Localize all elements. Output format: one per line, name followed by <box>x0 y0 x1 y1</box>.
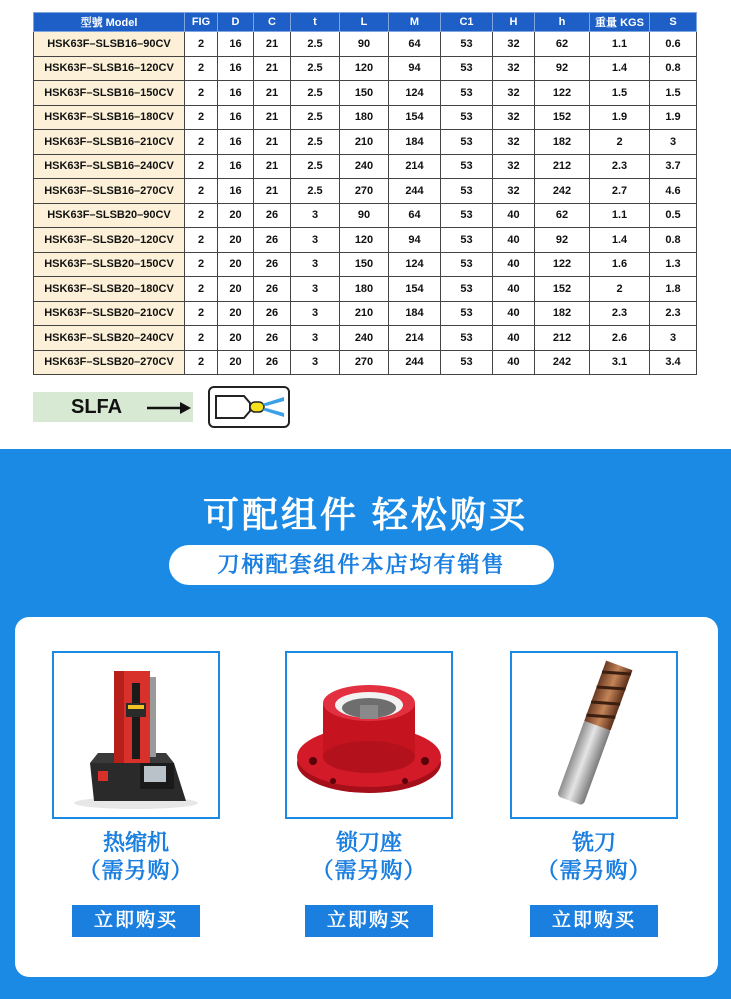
cell-weight: 1.9 <box>590 105 650 130</box>
cell-weight: 2 <box>590 277 650 302</box>
cell-s: 1.5 <box>650 81 697 106</box>
cell-c1: 53 <box>441 179 493 204</box>
cell-s: 0.8 <box>650 228 697 253</box>
cell-h-upper: 32 <box>493 81 535 106</box>
cell-s: 0.8 <box>650 56 697 81</box>
cell-h-upper: 32 <box>493 154 535 179</box>
cell-d: 16 <box>218 56 254 81</box>
cell-model: HSK63F–SLSB16–180CV <box>34 105 185 130</box>
cell-l: 270 <box>340 179 389 204</box>
end-mill-image <box>512 653 676 817</box>
cell-m: 244 <box>389 179 441 204</box>
header-d: D <box>218 13 254 32</box>
cell-t: 3 <box>291 326 340 351</box>
cell-l: 180 <box>340 277 389 302</box>
table-row <box>34 301 697 326</box>
cell-l: 270 <box>340 350 389 375</box>
cell-d: 20 <box>218 252 254 277</box>
table-row <box>34 203 697 228</box>
cell-h-upper: 32 <box>493 130 535 155</box>
cell-model: HSK63F–SLSB16–90CV <box>34 32 185 57</box>
cell-h-upper: 40 <box>493 228 535 253</box>
cell-h-upper: 32 <box>493 56 535 81</box>
cell-c: 26 <box>254 301 291 326</box>
table-header-row <box>34 13 697 32</box>
table-row <box>34 130 697 155</box>
cell-h-lower: 62 <box>535 32 590 57</box>
cell-fig: 2 <box>185 277 218 302</box>
cell-c1: 53 <box>441 154 493 179</box>
cell-c: 21 <box>254 32 291 57</box>
cell-h-lower: 92 <box>535 228 590 253</box>
header-h-lower: h <box>535 13 590 32</box>
cell-s: 3 <box>650 130 697 155</box>
cell-d: 16 <box>218 32 254 57</box>
cell-d: 16 <box>218 179 254 204</box>
cell-fig: 2 <box>185 326 218 351</box>
cell-h-lower: 92 <box>535 56 590 81</box>
cell-h-lower: 242 <box>535 350 590 375</box>
cell-t: 3 <box>291 277 340 302</box>
cell-m: 124 <box>389 81 441 106</box>
cell-model: HSK63F–SLSB16–210CV <box>34 130 185 155</box>
cell-c: 21 <box>254 154 291 179</box>
cell-s: 3.4 <box>650 350 697 375</box>
header-t: t <box>291 13 340 32</box>
header-model: 型號 Model <box>34 13 185 32</box>
slfa-label: SLFA <box>71 396 123 418</box>
cell-s: 1.9 <box>650 105 697 130</box>
cell-h-lower: 182 <box>535 301 590 326</box>
cell-weight: 1.4 <box>590 56 650 81</box>
header-l: L <box>340 13 389 32</box>
table-row <box>34 350 697 375</box>
cell-m: 124 <box>389 252 441 277</box>
accessories-promo-section <box>0 449 731 999</box>
cell-h-upper: 32 <box>493 105 535 130</box>
cell-s: 1.8 <box>650 277 697 302</box>
cell-l: 240 <box>340 154 389 179</box>
header-c: C <box>254 13 291 32</box>
cell-l: 90 <box>340 203 389 228</box>
cell-c: 21 <box>254 179 291 204</box>
cell-d: 16 <box>218 154 254 179</box>
cell-m: 244 <box>389 350 441 375</box>
cell-c: 21 <box>254 130 291 155</box>
cell-d: 20 <box>218 228 254 253</box>
product-name: 热缩机 <box>102 830 169 855</box>
cell-weight: 3.1 <box>590 350 650 375</box>
cell-l: 210 <box>340 130 389 155</box>
cell-m: 64 <box>389 203 441 228</box>
cell-m: 184 <box>389 130 441 155</box>
header-h-upper: H <box>493 13 535 32</box>
table-row <box>34 154 697 179</box>
cell-s: 2.3 <box>650 301 697 326</box>
product-name: 铣刀 <box>571 830 616 855</box>
cell-s: 3.7 <box>650 154 697 179</box>
shrink-fit-machine-image <box>54 653 218 817</box>
table-row <box>34 56 697 81</box>
cell-d: 16 <box>218 81 254 106</box>
cell-l: 150 <box>340 81 389 106</box>
cell-t: 2.5 <box>291 179 340 204</box>
cell-h-lower: 212 <box>535 154 590 179</box>
cell-model: HSK63F–SLSB20–240CV <box>34 326 185 351</box>
cell-fig: 2 <box>185 228 218 253</box>
cell-m: 94 <box>389 56 441 81</box>
cell-t: 2.5 <box>291 105 340 130</box>
cell-fig: 2 <box>185 154 218 179</box>
cell-fig: 2 <box>185 105 218 130</box>
cell-h-lower: 62 <box>535 203 590 228</box>
cell-m: 214 <box>389 326 441 351</box>
spec-table <box>33 12 697 375</box>
header-weight: 重量 KGS <box>590 13 650 32</box>
cell-t: 3 <box>291 301 340 326</box>
cell-t: 2.5 <box>291 32 340 57</box>
table-row <box>34 179 697 204</box>
cell-t: 3 <box>291 203 340 228</box>
cell-model: HSK63F–SLSB16–150CV <box>34 81 185 106</box>
cell-h-upper: 32 <box>493 179 535 204</box>
header-m: M <box>389 13 441 32</box>
cell-c1: 53 <box>441 228 493 253</box>
cell-d: 20 <box>218 277 254 302</box>
cell-fig: 2 <box>185 56 218 81</box>
table-body <box>34 32 697 375</box>
cell-fig: 2 <box>185 350 218 375</box>
tool-locking-seat-image <box>287 653 451 817</box>
cell-c: 21 <box>254 105 291 130</box>
cell-c1: 53 <box>441 301 493 326</box>
cell-fig: 2 <box>185 130 218 155</box>
cell-h-upper: 32 <box>493 32 535 57</box>
cell-m: 94 <box>389 228 441 253</box>
cell-fig: 2 <box>185 252 218 277</box>
cell-c1: 53 <box>441 326 493 351</box>
cell-c1: 53 <box>441 32 493 57</box>
cell-c: 26 <box>254 252 291 277</box>
product-name: 锁刀座 <box>335 830 402 855</box>
cell-c: 26 <box>254 277 291 302</box>
product-card-locking-seat <box>285 651 453 937</box>
cell-weight: 2 <box>590 130 650 155</box>
cell-weight: 2.6 <box>590 326 650 351</box>
cell-c1: 53 <box>441 105 493 130</box>
cell-l: 150 <box>340 252 389 277</box>
cell-c: 21 <box>254 81 291 106</box>
cell-c: 26 <box>254 228 291 253</box>
cell-fig: 2 <box>185 32 218 57</box>
cell-c1: 53 <box>441 203 493 228</box>
table-row <box>34 252 697 277</box>
cell-d: 20 <box>218 301 254 326</box>
cell-c: 21 <box>254 56 291 81</box>
cell-m: 214 <box>389 154 441 179</box>
cell-l: 90 <box>340 32 389 57</box>
cell-weight: 1.5 <box>590 81 650 106</box>
cell-s: 0.5 <box>650 203 697 228</box>
cell-fig: 2 <box>185 301 218 326</box>
cell-d: 20 <box>218 203 254 228</box>
cell-h-upper: 40 <box>493 203 535 228</box>
cell-h-lower: 212 <box>535 326 590 351</box>
cell-t: 2.5 <box>291 154 340 179</box>
cell-model: HSK63F–SLSB20–270CV <box>34 350 185 375</box>
cell-t: 2.5 <box>291 81 340 106</box>
promo-subtitle: 刀柄配套组件本店均有销售 <box>169 545 554 585</box>
header-fig: FIG <box>185 13 218 32</box>
cell-t: 2.5 <box>291 56 340 81</box>
cell-h-lower: 122 <box>535 81 590 106</box>
cell-s: 3 <box>650 326 697 351</box>
cell-fig: 2 <box>185 203 218 228</box>
cell-c1: 53 <box>441 130 493 155</box>
cell-c1: 53 <box>441 81 493 106</box>
table-row <box>34 105 697 130</box>
cell-t: 3 <box>291 228 340 253</box>
cell-h-upper: 40 <box>493 252 535 277</box>
cell-c1: 53 <box>441 350 493 375</box>
cell-d: 20 <box>218 326 254 351</box>
cell-t: 2.5 <box>291 130 340 155</box>
cell-l: 120 <box>340 56 389 81</box>
cell-m: 184 <box>389 301 441 326</box>
cell-model: HSK63F–SLSB20–90CV <box>34 203 185 228</box>
product-note: （需另购） <box>311 858 427 883</box>
cell-s: 1.3 <box>650 252 697 277</box>
cell-model: HSK63F–SLSB16–270CV <box>34 179 185 204</box>
right-arrow-icon <box>146 398 192 418</box>
cell-model: HSK63F–SLSB16–240CV <box>34 154 185 179</box>
buy-now-button[interactable]: 立即购买 <box>305 905 433 937</box>
product-card-end-mill <box>510 651 678 937</box>
cell-s: 0.6 <box>650 32 697 57</box>
cell-h-lower: 242 <box>535 179 590 204</box>
cell-weight: 2.7 <box>590 179 650 204</box>
cell-weight: 1.6 <box>590 252 650 277</box>
cell-weight: 1.4 <box>590 228 650 253</box>
cell-model: HSK63F–SLSB20–210CV <box>34 301 185 326</box>
cell-l: 210 <box>340 301 389 326</box>
cell-weight: 2.3 <box>590 301 650 326</box>
cell-c1: 53 <box>441 252 493 277</box>
cell-model: HSK63F–SLSB20–120CV <box>34 228 185 253</box>
cell-m: 154 <box>389 277 441 302</box>
cell-d: 16 <box>218 130 254 155</box>
header-s: S <box>650 13 697 32</box>
cell-l: 240 <box>340 326 389 351</box>
cell-model: HSK63F–SLSB16–120CV <box>34 56 185 81</box>
cell-c: 26 <box>254 326 291 351</box>
cell-l: 180 <box>340 105 389 130</box>
header-c1: C1 <box>441 13 493 32</box>
cell-s: 4.6 <box>650 179 697 204</box>
table-row <box>34 228 697 253</box>
cell-h-lower: 182 <box>535 130 590 155</box>
cell-h-upper: 40 <box>493 326 535 351</box>
cell-t: 3 <box>291 252 340 277</box>
cell-h-lower: 152 <box>535 105 590 130</box>
cell-d: 16 <box>218 105 254 130</box>
cell-fig: 2 <box>185 179 218 204</box>
cell-fig: 2 <box>185 81 218 106</box>
cell-model: HSK63F–SLSB20–180CV <box>34 277 185 302</box>
cell-m: 154 <box>389 105 441 130</box>
cell-weight: 1.1 <box>590 32 650 57</box>
cell-model: HSK63F–SLSB20–150CV <box>34 252 185 277</box>
table-row <box>34 32 697 57</box>
product-image-frame[interactable] <box>285 651 453 819</box>
cell-weight: 2.3 <box>590 154 650 179</box>
cell-h-lower: 122 <box>535 252 590 277</box>
cell-m: 64 <box>389 32 441 57</box>
cell-l: 120 <box>340 228 389 253</box>
table-row <box>34 81 697 106</box>
slfa-cooling-diagram-icon <box>208 386 290 428</box>
cell-h-lower: 152 <box>535 277 590 302</box>
cell-c: 26 <box>254 350 291 375</box>
cell-t: 3 <box>291 350 340 375</box>
buy-now-button[interactable]: 立即购买 <box>530 905 658 937</box>
product-note: （需另购） <box>78 858 194 883</box>
cell-c1: 53 <box>441 56 493 81</box>
product-image-frame[interactable] <box>510 651 678 819</box>
cell-c: 26 <box>254 203 291 228</box>
product-card-shrink-machine <box>52 651 220 937</box>
cell-h-upper: 40 <box>493 350 535 375</box>
cell-weight: 1.1 <box>590 203 650 228</box>
table-row <box>34 326 697 351</box>
product-image-frame[interactable] <box>52 651 220 819</box>
cell-h-upper: 40 <box>493 301 535 326</box>
cell-c1: 53 <box>441 277 493 302</box>
table-row <box>34 277 697 302</box>
product-note: （需另购） <box>536 858 652 883</box>
products-panel <box>15 617 718 977</box>
cell-h-upper: 40 <box>493 277 535 302</box>
cell-d: 20 <box>218 350 254 375</box>
buy-now-button[interactable]: 立即购买 <box>72 905 200 937</box>
promo-title: 可配组件 轻松购买 <box>202 494 528 535</box>
